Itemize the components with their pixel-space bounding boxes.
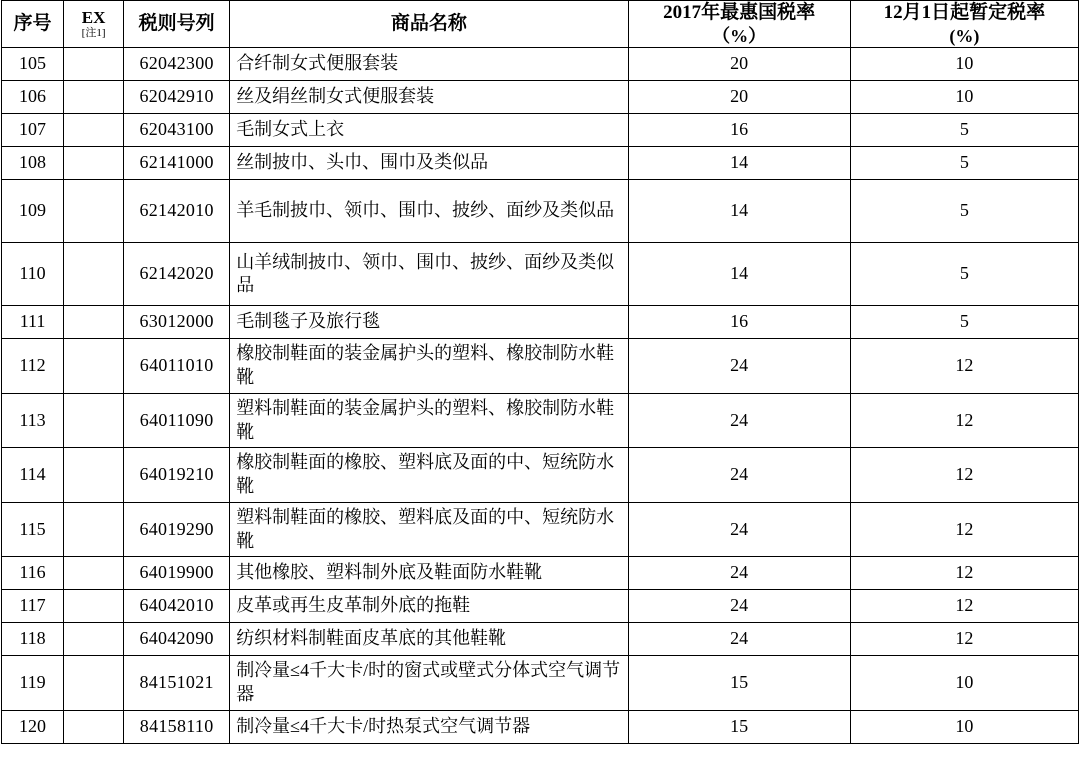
- cell-rate-2017: 15: [628, 656, 850, 711]
- cell-ex: [64, 393, 124, 448]
- cell-sequence: 106: [2, 81, 64, 114]
- table-row: [2, 656, 1079, 711]
- cell-ex: [64, 502, 124, 557]
- cell-rate-dec1: 5: [850, 114, 1078, 147]
- table-row: [2, 590, 1079, 623]
- cell-sequence: 114: [2, 448, 64, 503]
- cell-rate-2017: 24: [628, 339, 850, 394]
- cell-goods-name: 橡胶制鞋面的橡胶、塑料底及面的中、短统防水靴: [230, 448, 628, 503]
- cell-rate-dec1: 10: [850, 656, 1078, 711]
- header-rate-dec1-line1: 12月1日起暂定税率: [883, 2, 1046, 23]
- cell-rate-2017: 16: [628, 306, 850, 339]
- cell-goods-name: 皮革或再生皮革制外底的拖鞋: [230, 590, 628, 623]
- cell-ex: [64, 48, 124, 81]
- cell-tariff-code: 64042090: [124, 623, 230, 656]
- cell-rate-dec1: 12: [850, 590, 1078, 623]
- cell-ex: [64, 147, 124, 180]
- cell-ex: [64, 710, 124, 743]
- cell-tariff-code: 62142020: [124, 243, 230, 306]
- header-rate-dec1-line2: (%): [949, 25, 980, 46]
- cell-sequence: 107: [2, 114, 64, 147]
- cell-tariff-code: 64019290: [124, 502, 230, 557]
- cell-ex: [64, 448, 124, 503]
- cell-goods-name: 丝制披巾、头巾、围巾及类似品: [230, 147, 628, 180]
- table-row: [2, 114, 1079, 147]
- cell-ex: [64, 114, 124, 147]
- table-row: [2, 623, 1079, 656]
- table-row: [2, 557, 1079, 590]
- table-row: [2, 48, 1079, 81]
- header-code: 税则号列: [124, 1, 230, 48]
- cell-goods-name: 纺织材料制鞋面皮革底的其他鞋靴: [230, 623, 628, 656]
- cell-sequence: 117: [2, 590, 64, 623]
- cell-rate-2017: 16: [628, 114, 850, 147]
- cell-rate-dec1: 12: [850, 339, 1078, 394]
- cell-rate-dec1: 10: [850, 48, 1078, 81]
- cell-ex: [64, 339, 124, 394]
- header-ex-note: [注1]: [81, 27, 106, 40]
- cell-tariff-code: 63012000: [124, 306, 230, 339]
- cell-ex: [64, 81, 124, 114]
- table-row: [2, 306, 1079, 339]
- cell-rate-dec1: 5: [850, 306, 1078, 339]
- cell-ex: [64, 623, 124, 656]
- cell-ex: [64, 243, 124, 306]
- cell-rate-2017: 24: [628, 393, 850, 448]
- cell-rate-2017: 24: [628, 623, 850, 656]
- cell-goods-name: 制冷量≤4千大卡/时热泵式空气调节器: [230, 710, 628, 743]
- cell-ex: [64, 590, 124, 623]
- cell-tariff-code: 64042010: [124, 590, 230, 623]
- cell-goods-name: 山羊绒制披巾、领巾、围巾、披纱、面纱及类似品: [230, 243, 628, 306]
- cell-tariff-code: 62042910: [124, 81, 230, 114]
- cell-sequence: 118: [2, 623, 64, 656]
- cell-rate-dec1: 10: [850, 81, 1078, 114]
- table-body: [2, 48, 1079, 744]
- cell-ex: [64, 656, 124, 711]
- cell-goods-name: 塑料制鞋面的装金属护头的塑料、橡胶制防水鞋靴: [230, 393, 628, 448]
- cell-rate-2017: 15: [628, 710, 850, 743]
- cell-goods-name: 其他橡胶、塑料制外底及鞋面防水鞋靴: [230, 557, 628, 590]
- table-row: [2, 710, 1079, 743]
- cell-tariff-code: 62142010: [124, 180, 230, 243]
- cell-rate-2017: 14: [628, 180, 850, 243]
- table-row: [2, 502, 1079, 557]
- cell-sequence: 116: [2, 557, 64, 590]
- cell-rate-2017: 24: [628, 502, 850, 557]
- cell-goods-name: 合纤制女式便服套装: [230, 48, 628, 81]
- cell-sequence: 105: [2, 48, 64, 81]
- cell-sequence: 111: [2, 306, 64, 339]
- table-row: [2, 81, 1079, 114]
- cell-tariff-code: 62043100: [124, 114, 230, 147]
- header-rate-2017-line1: 2017年最惠国税率: [663, 2, 816, 23]
- cell-sequence: 120: [2, 710, 64, 743]
- cell-rate-dec1: 12: [850, 502, 1078, 557]
- cell-sequence: 119: [2, 656, 64, 711]
- cell-rate-dec1: 10: [850, 710, 1078, 743]
- header-rate-2017: [628, 1, 850, 48]
- table-row: [2, 243, 1079, 306]
- cell-rate-dec1: 5: [850, 243, 1078, 306]
- cell-goods-name: 橡胶制鞋面的装金属护头的塑料、橡胶制防水鞋靴: [230, 339, 628, 394]
- cell-ex: [64, 180, 124, 243]
- cell-ex: [64, 557, 124, 590]
- cell-tariff-code: 84151021: [124, 656, 230, 711]
- cell-goods-name: 塑料制鞋面的橡胶、塑料底及面的中、短统防水靴: [230, 502, 628, 557]
- cell-rate-2017: 20: [628, 48, 850, 81]
- cell-rate-2017: 14: [628, 147, 850, 180]
- cell-sequence: 110: [2, 243, 64, 306]
- cell-rate-dec1: 5: [850, 147, 1078, 180]
- cell-rate-dec1: 12: [850, 393, 1078, 448]
- header-rate-dec1: [850, 1, 1078, 48]
- table-row: [2, 147, 1079, 180]
- cell-rate-dec1: 5: [850, 180, 1078, 243]
- header-seq: 序号: [2, 1, 64, 48]
- cell-goods-name: 毛制女式上衣: [230, 114, 628, 147]
- cell-tariff-code: 64011010: [124, 339, 230, 394]
- cell-rate-2017: 24: [628, 590, 850, 623]
- cell-sequence: 112: [2, 339, 64, 394]
- cell-rate-2017: 24: [628, 448, 850, 503]
- cell-tariff-code: 64019900: [124, 557, 230, 590]
- header-ex-label: EX: [81, 7, 106, 27]
- table-row: [2, 339, 1079, 394]
- header-ex: [64, 1, 124, 48]
- cell-tariff-code: 64011090: [124, 393, 230, 448]
- cell-rate-dec1: 12: [850, 623, 1078, 656]
- cell-ex: [64, 306, 124, 339]
- cell-tariff-code: 62042300: [124, 48, 230, 81]
- cell-sequence: 108: [2, 147, 64, 180]
- cell-rate-2017: 14: [628, 243, 850, 306]
- cell-goods-name: 毛制毯子及旅行毯: [230, 306, 628, 339]
- cell-goods-name: 丝及绢丝制女式便服套装: [230, 81, 628, 114]
- cell-tariff-code: 64019210: [124, 448, 230, 503]
- cell-sequence: 115: [2, 502, 64, 557]
- cell-rate-dec1: 12: [850, 557, 1078, 590]
- cell-tariff-code: 84158110: [124, 710, 230, 743]
- cell-goods-name: 制冷量≤4千大卡/时的窗式或壁式分体式空气调节器: [230, 656, 628, 711]
- table-row: [2, 180, 1079, 243]
- header-name: 商品名称: [230, 1, 628, 48]
- cell-sequence: 109: [2, 180, 64, 243]
- tariff-rate-table: [1, 0, 1079, 744]
- table-header: [2, 1, 1079, 48]
- header-row: [2, 1, 1079, 48]
- header-rate-2017-line2: （%）: [712, 25, 767, 46]
- cell-tariff-code: 62141000: [124, 147, 230, 180]
- cell-rate-2017: 24: [628, 557, 850, 590]
- table-row: [2, 448, 1079, 503]
- table-row: [2, 393, 1079, 448]
- cell-sequence: 113: [2, 393, 64, 448]
- cell-rate-dec1: 12: [850, 448, 1078, 503]
- cell-goods-name: 羊毛制披巾、领巾、围巾、披纱、面纱及类似品: [230, 180, 628, 243]
- cell-rate-2017: 20: [628, 81, 850, 114]
